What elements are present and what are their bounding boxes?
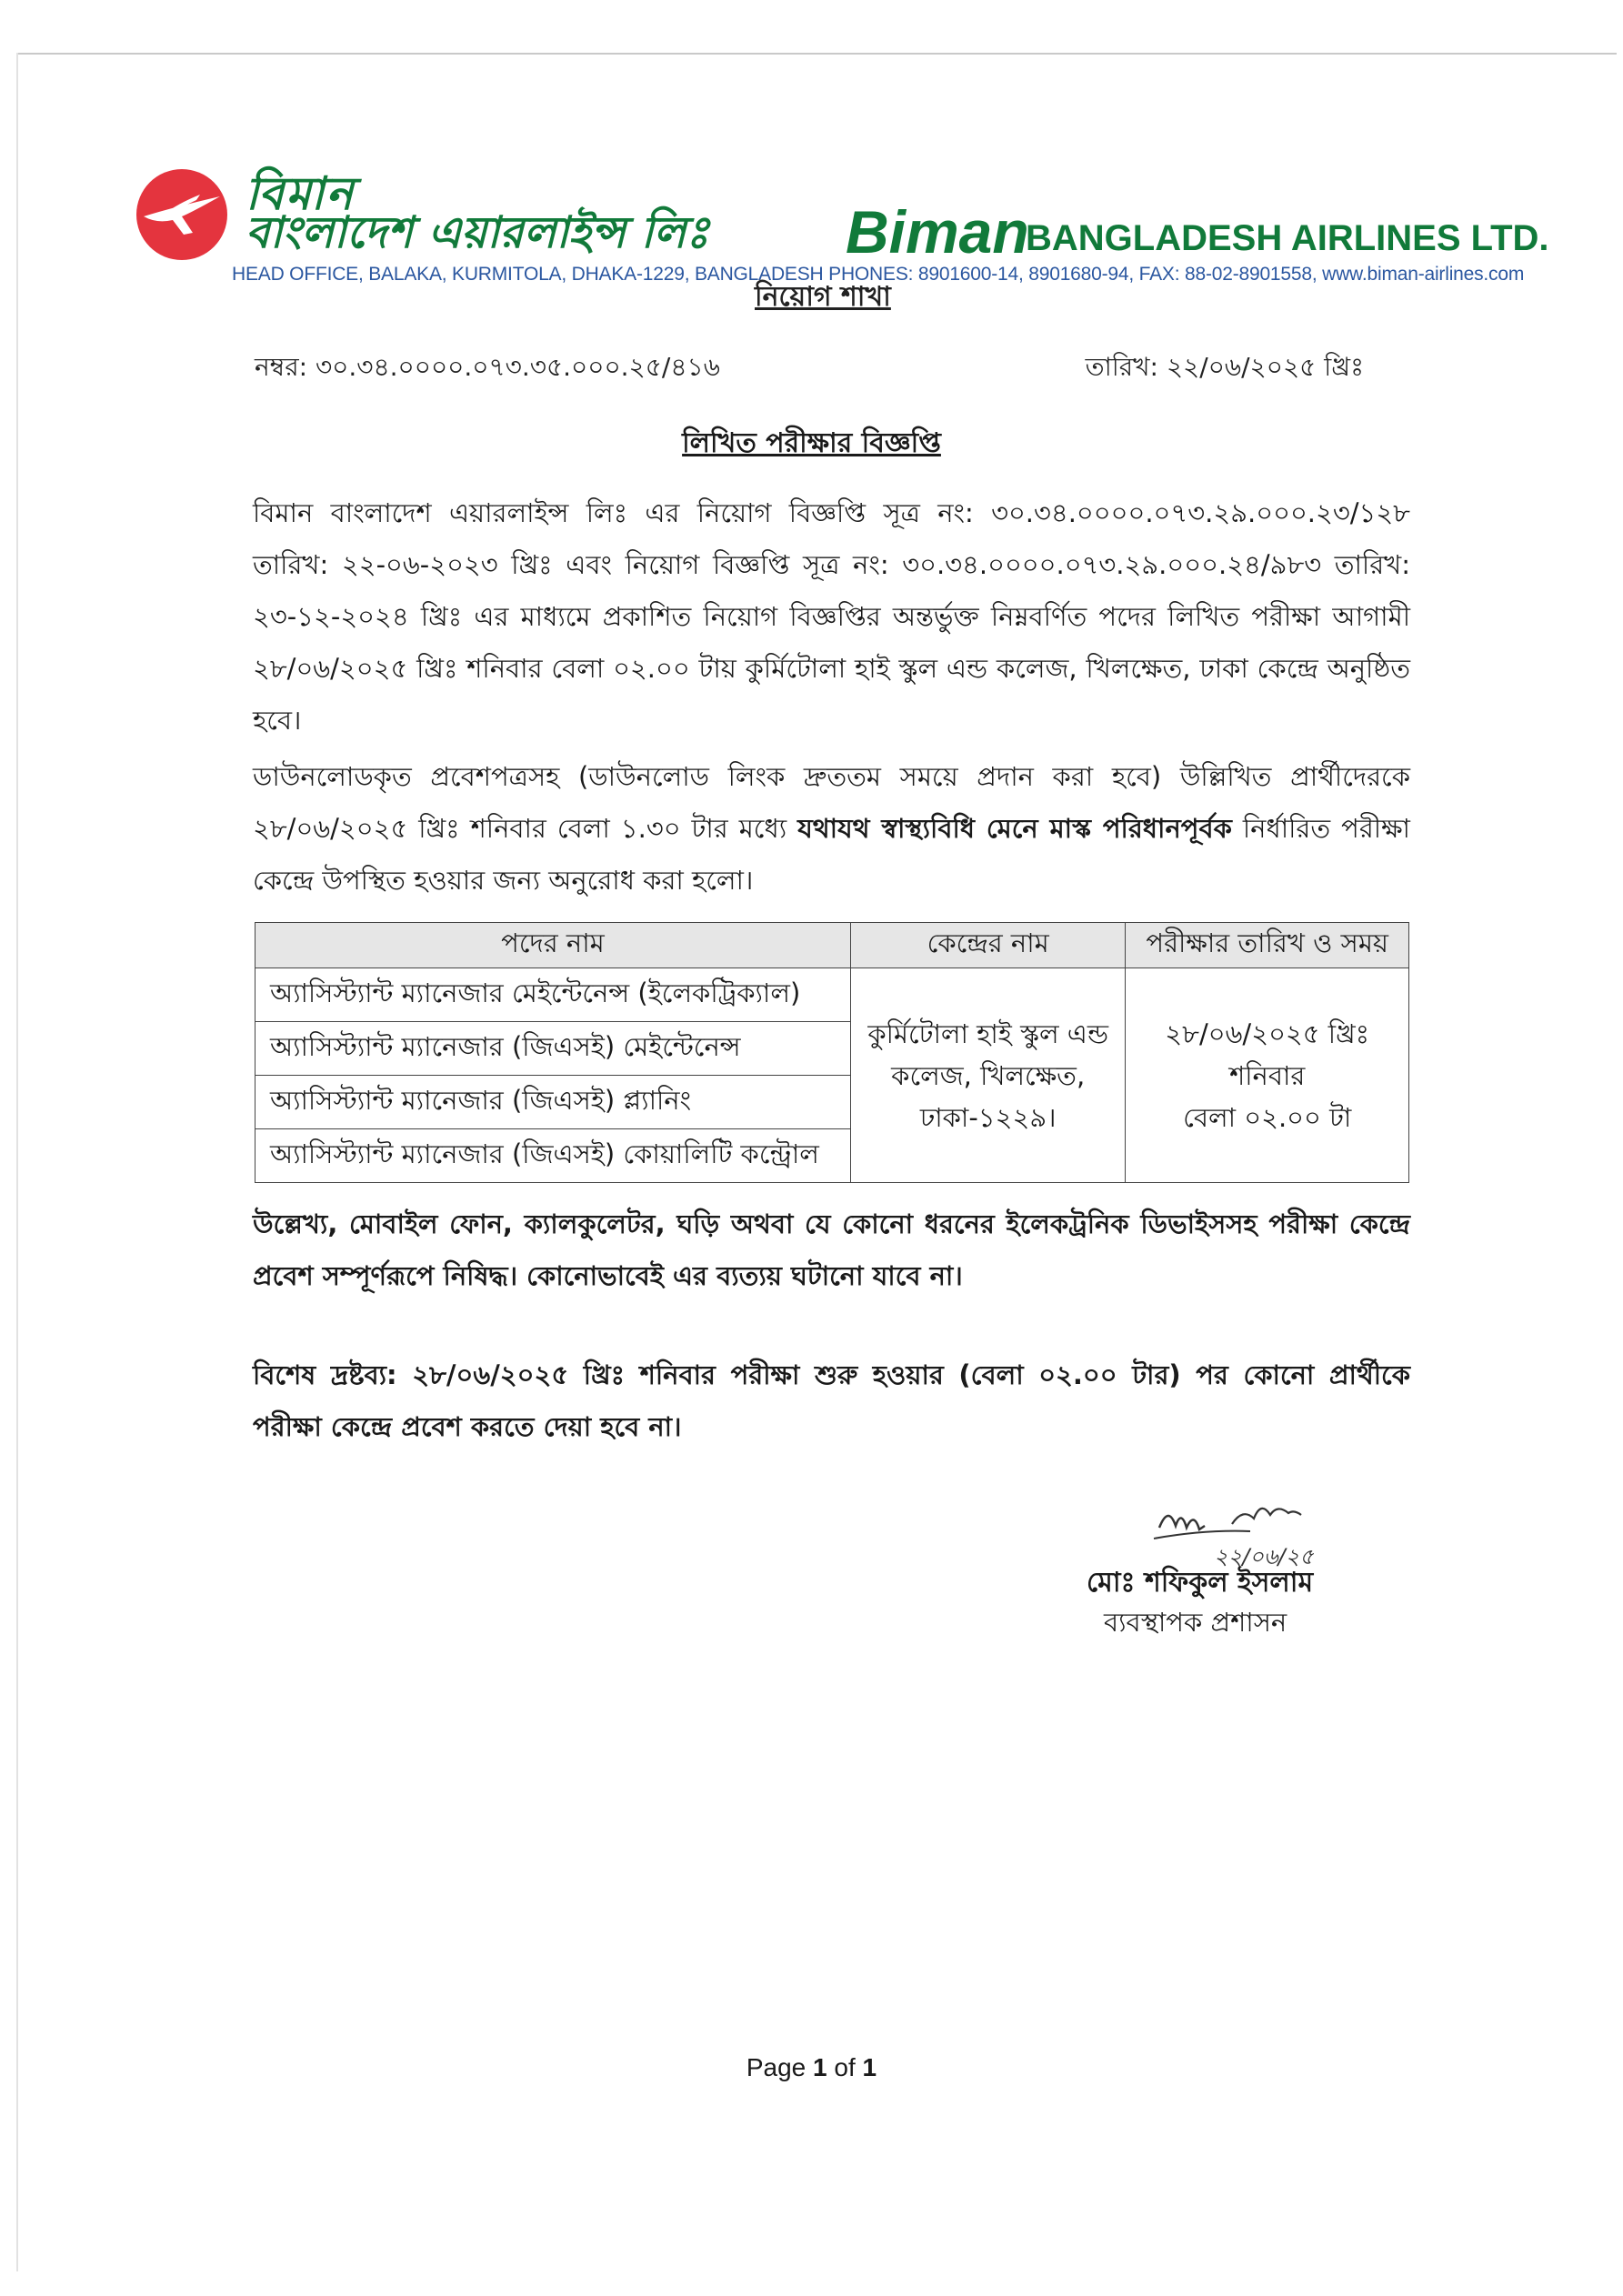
table-cell-post: অ্যাসিস্ট্যান্ট ম্যানেজার (জিএসই) মেইন্টেনেন্স [255,1022,851,1076]
memo-number: নম্বর: ৩০.৩৪.০০০০.০৭৩.৩৫.০০০.২৫/৪১৬ [255,352,720,382]
datetime-day: শনিবার [1229,1059,1306,1091]
table-header-row [255,923,1409,968]
page-of: of [834,2053,856,2081]
table-header-center: কেন্দ্রের নাম [850,923,1126,968]
notice-title-text: লিখিত পরীক্ষার বিজ্ঞপ্তি [682,427,941,459]
paragraph-device-restriction: উল্লেখ্য, মোবাইল ফোন, ক্যালকুলেটর, ঘড়ি অথবা যে কোনো ধরনের ইলেকট্রনিক ডিভাইসসহ পরীক্ষা কেন্দ্রে প্রবেশ সম্পূর্ণরূপে নিষিদ্ধ। কোনোভাবেই এর ব্যত্যয় ঘটানো যাবে না। [253,1208,1410,1291]
page-number [0,2053,1623,2082]
biman-logo-icon [136,169,227,260]
page-total: 1 [862,2053,877,2081]
head-office-address: HEAD OFFICE, BALAKA, KURMITOLA, DHAKA-1229, BANGLADESH PHONES: 8901600-14, 8901680-94, FAX: 88-02-8901558, www.biman-airlines.com [232,264,1525,285]
brand-name-bengali-line1: বিমান [245,167,356,220]
paragraph-admit-card-part1: ডাউনলোডকৃত প্রবেশপত্রসহ (ডাউনলোড লিংক দ্রুততম সময়ে প্রদান করা হবে) উল্লিখিত প্রার্থীদেরকে ২৮/০৬/২০২৫ খ্রিঃ শনিবার বেলা ১.৩০ টার মধ্যে [253,761,1410,844]
signer-designation: ব্যবস্থাপক প্রশাসন [1104,1607,1287,1638]
table-header-datetime: পরীক্ষার তারিখ ও সময় [1126,923,1409,968]
memo-date: তারিখ: ২২/০৬/২০২৫ খ্রিঃ [1085,352,1364,382]
exam-table [255,922,1409,1183]
brand-name-biman: Biman [846,198,1029,266]
brand-name-bengali-line2: বাংলাদেশ এয়ারলাইন্স লিঃ [245,207,709,258]
paragraph-admit-card-part2: নির্ধারিত পরীক্ষা কেন্দ্রে উপস্থিত হওয়ার জন্য অনুরোধ করা হলো। [253,813,1410,896]
notice-title [0,421,1623,467]
scan-edge-top [16,53,1617,55]
paragraph-admit-card [253,751,1410,907]
signer-name: মোঃ শফিকুল ইসলাম [1087,1567,1314,1599]
table-row [255,968,1409,1022]
scan-edge-left [16,53,18,2271]
table-cell-center: কুর্মিটোলা হাই স্কুল এন্ড কলেজ, খিলক্ষেত, ঢাকা-১২২৯। [850,968,1126,1183]
table-cell-datetime [1126,968,1409,1183]
paragraph-special-note: বিশেষ দ্রষ্টব্য: ২৮/০৬/২০২৫ খ্রিঃ শনিবার পরীক্ষা শুরু হওয়ার (বেলা ০২.০০ টার) পর কোনো প্রার্থীকে পরীক্ষা কেন্দ্রে প্রবেশ করতে দেয়া হবে না। [253,1359,1410,1442]
page-label: Page [746,2053,806,2081]
section-name: নিয়োগ শাখা [755,281,891,313]
brand-name-english: BANGLADESH AIRLINES LTD. [1026,218,1549,258]
signature-date: ২২/০৬/২৫ [1214,1544,1314,1569]
page-current: 1 [813,2053,827,2081]
table-cell-post: অ্যাসিস্ট্যান্ট ম্যানেজার (জিএসই) প্ল্যানিং [255,1076,851,1129]
datetime-time: বেলা ০২.০০ টা [1183,1101,1352,1133]
paragraph-admit-card-bold: যথাযথ স্বাস্থ্যবিধি মেনে মাস্ক পরিধানপূর্বক [797,813,1232,844]
table-cell-post: অ্যাসিস্ট্যান্ট ম্যানেজার (জিএসই) কোয়ালিটি কন্ট্রোল [255,1129,851,1183]
datetime-date: ২৮/০৬/২০২৫ খ্রিঃ [1165,1018,1370,1049]
table-header-post: পদের নাম [255,923,851,968]
table-cell-post: অ্যাসিস্ট্যান্ট ম্যানেজার মেইন্টেনেন্স (ইলেকট্রিক্যাল) [255,968,851,1022]
paragraph-exam-schedule: বিমান বাংলাদেশ এয়ারলাইন্স লিঃ এর নিয়োগ বিজ্ঞপ্তি সূত্র নং: ৩০.৩৪.০০০০.০৭৩.২৯.০০০.২৩/১২৮ তারিখ: ২২-০৬-২০২৩ খ্রিঃ এবং নিয়োগ বিজ্ঞপ্তি সূত্র নং: ৩০.৩৪.০০০০.০৭৩.২৯.০০০.২৪/৯৮৩ তারিখ: ২৩-১২-২০২৪ খ্রিঃ এর মাধ্যমে প্রকাশিত নিয়োগ বিজ্ঞপ্তির অন্তর্ভুক্ত নিম্নবর্ণিত পদের লিখিত পরীক্ষা আগামী ২৮/০৬/২০২৫ খ্রিঃ শনিবার বেলা ০২.০০ টায় কুর্মিটোলা হাই স্কুল এন্ড কলেজ, খিলক্ষেত, ঢাকা কেন্দ্রে অনুষ্ঠিত হবে। [253,497,1410,736]
